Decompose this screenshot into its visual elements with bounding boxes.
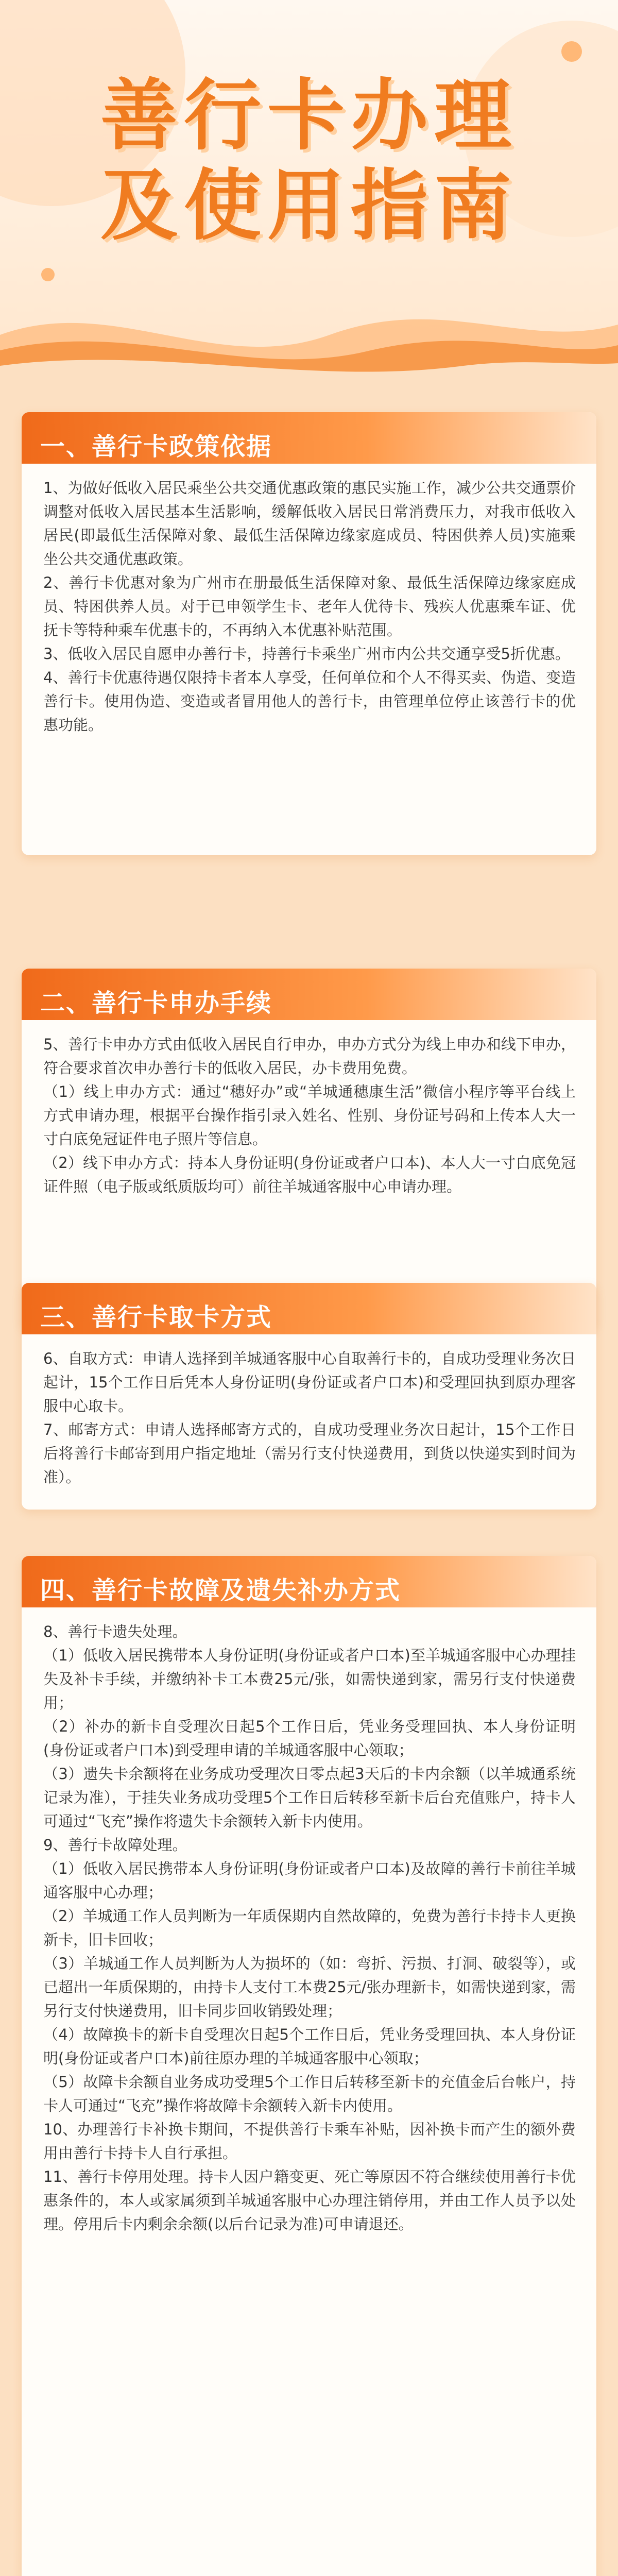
paragraph: （3）遗失卡余额将在业务成功受理次日零点起3天后的卡内余额（以羊城通系统记录为准），于挂失业务成功受理5个工作日后转移至新卡后台充值账户，持卡人可通过“飞充”操作将遗失卡余额转入新卡内使用。	[43, 1765, 576, 1830]
section-body	[22, 464, 596, 752]
paragraph: 9、善行卡故障处理。	[43, 1836, 187, 1854]
section-title: 二、善行卡申办手续	[40, 989, 272, 1018]
section-header	[22, 1283, 596, 1334]
section-body	[22, 1334, 596, 1504]
section-pickup	[22, 1283, 596, 1510]
paragraph: （1）线上申办方式：通过“穗好办”或“羊城通穗康生活”微信小程序等平台线上方式申请办理，根据平台操作指引录入姓名、性别、身份证号码和上传本人大一寸白底免冠证件电子照片等信息。	[43, 1083, 576, 1148]
page-title-line2: 及使用指南	[100, 161, 518, 251]
paragraph: 3、低收入居民自愿申办善行卡，持善行卡乘坐广州市内公共交通享受5折优惠。	[43, 645, 570, 663]
decor-dot	[561, 41, 582, 62]
section-application	[22, 969, 596, 1329]
paragraph: 4、善行卡优惠待遇仅限持卡者本人享受，任何单位和个人不得买卖、伪造、变造善行卡。使用伪造、变造或者冒用他人的善行卡，由管理单位停止该善行卡的优惠功能。	[43, 669, 576, 734]
section-header	[22, 969, 596, 1020]
paragraph: 8、善行卡遗失处理。	[43, 1623, 187, 1640]
paragraph: 2、善行卡优惠对象为广州市在册最低生活保障对象、最低生活保障边缘家庭成员、特困供养人员。对于已申领学生卡、老年人优待卡、残疾人优惠乘车证、优抚卡等特种乘车优惠卡的，不再纳入本优惠补贴范围。	[43, 574, 576, 639]
page-title-line1: 善行卡办理	[100, 71, 518, 161]
paragraph: 11、善行卡停用处理。持卡人因户籍变更、死亡等原因不符合继续使用善行卡优惠条件的，本人或家属须到羊城通客服中心办理注销停用，并由工作人员予以处理。停用后卡内剩余余额(以后台记录为准)可申请退还。	[43, 2168, 576, 2233]
paragraph: 1、为做好低收入居民乘坐公共交通优惠政策的惠民实施工作，减少公共交通票价调整对低收入居民基本生活影响，缓解低收入居民日常消费压力，对我市低收入居民(即最低生活保障对象、最低生活保障边缘家庭成员、特困供养人员)实施乘坐公共交通优惠政策。	[43, 479, 576, 568]
paragraph: （1）低收入居民携带本人身份证明(身份证或者户口本)及故障的善行卡前往羊城通客服中心办理；	[43, 1860, 576, 1901]
paragraph: （2）线下申办方式：持本人身份证明(身份证或者户口本)、本人大一寸白底免冠证件照（电子版或纸质版均可）前往羊城通客服中心申请办理。	[43, 1154, 576, 1195]
decor-dot	[41, 268, 55, 281]
paragraph: （4）故障换卡的新卡自受理次日起5个工作日后，凭业务受理回执、本人身份证明(身份证或者户口本)前往原办理的羊城通客服中心领取；	[43, 2026, 576, 2067]
paragraph: （1）低收入居民携带本人身份证明(身份证或者户口本)至羊城通客服中心办理挂失及补卡手续，并缴纳补卡工本费25元/张，如需快递到家，需另行支付快递费用；	[43, 1647, 576, 1711]
section-fault-loss	[22, 1556, 596, 2576]
section-title: 一、善行卡政策依据	[40, 432, 272, 461]
paragraph: 7、邮寄方式：申请人选择邮寄方式的，自成功受理业务次日起计，15个工作日后将善行卡邮寄到用户指定地址（需另行支付快递费用，到货以快递实到时间为准）。	[43, 1421, 576, 1486]
section-body	[22, 1607, 596, 2251]
section-header	[22, 1556, 596, 1607]
paragraph: （5）故障卡余额自业务成功受理5个工作日后转移至新卡的充值金后台帐户，持卡人可通过“飞充”操作将故障卡余额转入新卡内使用。	[43, 2073, 576, 2114]
paragraph: 6、自取方式：申请人选择到羊城通客服中心自取善行卡的，自成功受理业务次日起计，15个工作日后凭本人身份证明(身份证或者户口本)和受理回执到原办理客服中心取卡。	[43, 1350, 576, 1415]
section-header	[22, 412, 596, 464]
hero-wave	[0, 289, 618, 381]
section-title: 四、善行卡故障及遗失补办方式	[40, 1576, 401, 1605]
paragraph: （2）补办的新卡自受理次日起5个工作日后，凭业务受理回执、本人身份证明(身份证或者户口本)到受理申请的羊城通客服中心领取；	[43, 1718, 576, 1759]
paragraph: 10、办理善行卡补换卡期间，不提供善行卡乘车补贴，因补换卡而产生的额外费用由善行卡持卡人自行承担。	[43, 2121, 576, 2162]
section-title: 三、善行卡取卡方式	[40, 1303, 272, 1332]
hero-banner	[0, 0, 618, 381]
paragraph: 5、善行卡申办方式由低收入居民自行申办，申办方式分为线上申办和线下申办，符合要求首次申办善行卡的低收入居民，办卡费用免费。	[43, 1036, 576, 1077]
section-policy-basis	[22, 412, 596, 855]
paragraph: （2）羊城通工作人员判断为一年质保期内自然故障的，免费为善行卡持卡人更换新卡，旧卡回收；	[43, 1907, 576, 1948]
paragraph: （3）羊城通工作人员判断为人为损坏的（如：弯折、污损、打洞、破裂等），或已超出一年质保期的，由持卡人支付工本费25元/张办理新卡，如需快递到家，需另行支付快递费用，旧卡同步回收销毁处理；	[43, 1955, 576, 2020]
section-body	[22, 1020, 596, 1214]
